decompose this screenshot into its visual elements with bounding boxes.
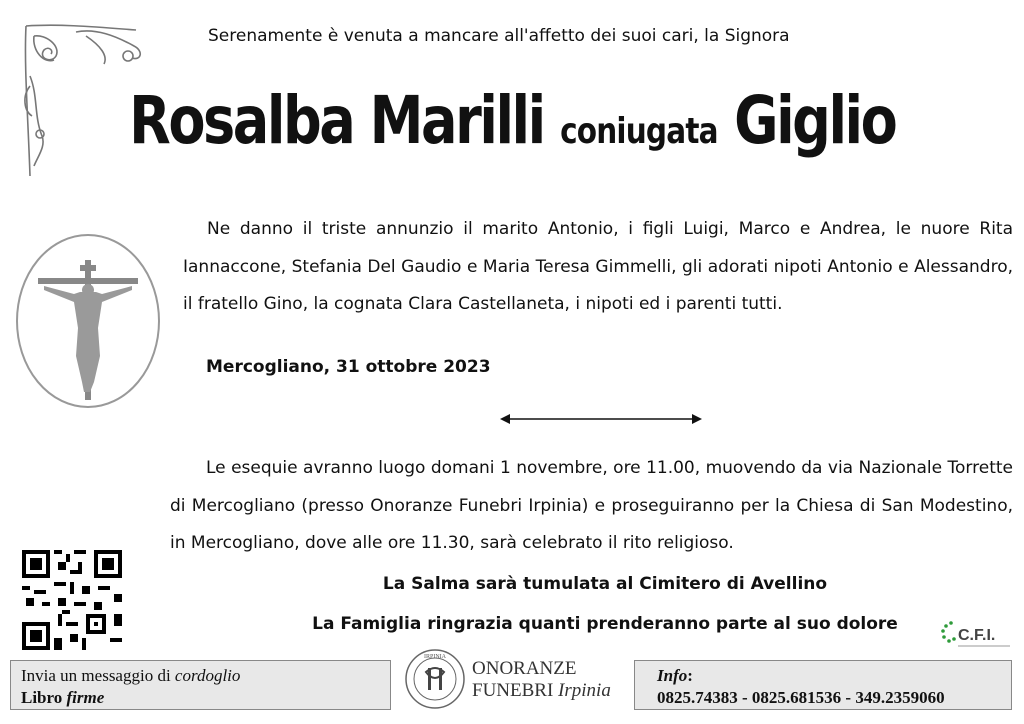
funeral-home-name: ONORANZE FUNEBRI Irpinia (472, 658, 611, 701)
cfi-logo (940, 618, 1012, 652)
logo-ring-text: IRPINIA (424, 654, 446, 660)
double-arrow-icon (500, 412, 702, 426)
place-date: Mercogliano, 31 ottobre 2023 (206, 357, 491, 377)
announcement-text: Ne danno il triste annunzio il marito Antonio, i figli Luigi, Marco e Andrea, le nuore Rita Iannaccone, Stefania Del Gaudio e Maria Teresa Gimmelli, gli adorati nipoti Antonio e Alessandro, il fratello Gino, la cognata Clara Castellaneta, i nipoti ed i parenti tutti. (183, 219, 1013, 314)
deceased-name: Rosalba Marilli (128, 82, 544, 159)
funeral-text: Le esequie avranno luogo domani 1 novembre, ore 11.00, muovendo da via Nazionale Torrette di Mercogliano (presso Onoranze Funebri Irpinia) e proseguiranno per la Chiesa di San Modestino, in Mercogliano, dove alle ore 11.30, sarà celebrato il rito religioso. (170, 458, 1013, 553)
guestbook-link[interactable]: Libro firme (21, 688, 105, 707)
funeral-home-logo-icon (404, 648, 466, 710)
intro-text: Serenamente è venuta a mancare all'affetto dei suoi cari, la Signora (208, 26, 790, 46)
deceased-relation: coniugata (559, 111, 718, 152)
deceased-name-line (0, 82, 1024, 159)
info-box: Info: 0825.74383 - 0825.681536 - 349.2359060 (634, 660, 1012, 710)
burial-text: La Salma sarà tumulata al Cimitero di Avellino (382, 574, 828, 594)
crucifix-icon (14, 232, 162, 410)
cfi-logo-icon (940, 618, 1012, 652)
info-phones[interactable]: 0825.74383 - 0825.681536 - 349.2359060 (657, 688, 945, 707)
info-label: Info (657, 666, 688, 685)
thanks-text: La Famiglia ringrazia quanti prenderanno parte al suo dolore (312, 614, 898, 634)
deceased-married-name: Giglio (733, 82, 896, 159)
condolence-link[interactable]: Invia un messaggio di cordoglio (21, 666, 241, 685)
qr-code-icon[interactable] (22, 550, 122, 650)
condolence-box[interactable] (10, 660, 391, 710)
cfi-logo-text: C.F.I. (958, 627, 996, 644)
